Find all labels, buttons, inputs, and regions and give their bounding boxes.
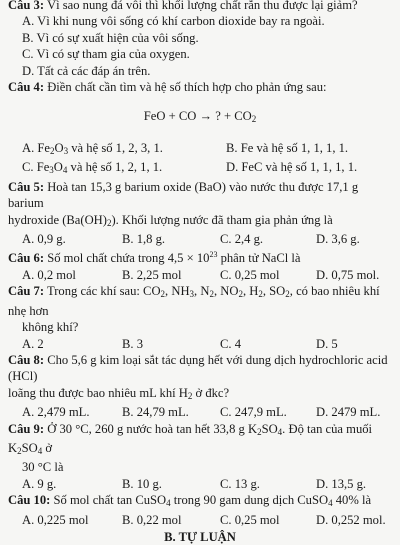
question-8-option-b: B. 24,79 mL.: [122, 405, 189, 420]
question-9-option-c: C. 13 g.: [220, 476, 260, 491]
question-5: [8, 179, 392, 212]
question-8-option-d: D. 2479 mL.: [316, 405, 381, 420]
question-8: [8, 352, 392, 385]
question-7-label: Câu 7:: [8, 284, 45, 299]
question-9: Câu 9: Ở 30 °C, 260 g nước hoà tan hết 33,8 g $K_2SO_4$. Độ tan của muối $K_2SO_4$ ở: [8, 421, 373, 456]
question-6-option-a: A. 0,2 mol: [22, 267, 76, 282]
question-4-option-a: A. $Fe_2O_3$ và hệ số 1, 2, 3, 1.: [22, 141, 163, 157]
question-10-option-b: B. 0,22 mol: [122, 512, 182, 527]
question-6: Câu 6: Số mol chất chứa trong $4,5 \times 10^{23}$ phân tử NaCl là: [8, 250, 301, 266]
equation-lhs: FeO + CO: [143, 109, 197, 124]
question-7-option-b: B. 3: [122, 336, 143, 351]
question-6-option-d: D. 0,75 mol.: [316, 267, 380, 282]
question-3-option-d: D. Tất cả các đáp án trên.: [22, 63, 151, 78]
question-6-label: Câu 6:: [8, 251, 45, 266]
question-9-label: Câu 9:: [8, 421, 45, 436]
question-5-text-line1: Hoà tan 15,3 g barium oxide (BaO) vào nước thu được 17,1 g barium: [8, 179, 359, 211]
equation-arrow: →: [199, 109, 213, 124]
equation-rhs: ? + CO: [215, 109, 252, 124]
question-5-options: [8, 231, 392, 247]
question-7-option-d: D. 5: [316, 336, 338, 351]
question-10-option-d: D. 0,252 mol.: [316, 512, 386, 527]
question-8-option-c: C. 247,9 mL.: [220, 405, 287, 420]
question-8-label: Câu 8:: [8, 352, 45, 367]
question-6-option-b: B. 2,25 mol: [122, 267, 182, 282]
question-3-option-c: C. Vì có sự tham gia của oxygen.: [22, 47, 190, 62]
question-5-text-line2: hydroxide $(Ba(OH)_2)$. Khối lượng nước đã tham gia phản ứng là: [8, 212, 333, 228]
question-4-options: [8, 140, 392, 179]
question-3-option-b: B. Vì có sự xuất hiện của vôi sống.: [22, 30, 199, 45]
question-7: Câu 7: Trong các khí sau: $CO_2$, $NH_3$, $N_2$, $NO_2$, $H_2$, $SO_2$, có bao nhiêu khí nhẹ hơn: [8, 284, 380, 318]
question-9-option-b: B. 10 g.: [122, 476, 162, 491]
question-7-text-line2: không khí?: [22, 320, 79, 335]
equation-rhs-subscript: 2: [251, 114, 257, 125]
question-5-option-b: B. 1,8 g.: [122, 232, 166, 247]
question-9-option-d: D. 13,5 g.: [316, 476, 367, 491]
question-7-option-c: C. 4: [220, 336, 241, 351]
section-b-heading: B. TỰ LUẬN: [164, 529, 236, 544]
question-6-options: [8, 267, 392, 283]
question-10-label: Câu 10:: [8, 493, 51, 508]
question-4-text: Điền chất cần tìm và hệ số thích hợp cho phản ứng sau:: [47, 80, 327, 95]
question-3-text: Vì sao nung đá vôi thì khối lượng chất rắn thu được lại giảm?: [46, 0, 358, 12]
question-4-option-c: C. $Fe_3O_4$ và hệ số 1, 2, 1, 1.: [22, 160, 163, 176]
question-4-equation: [8, 108, 392, 127]
question-5-label: Câu 5:: [8, 179, 45, 194]
question-4-label: Câu 4:: [8, 80, 45, 95]
question-6-option-c: C. 0,25 mol: [220, 267, 280, 282]
question-5-option-d: D. 3,6 g.: [316, 232, 360, 247]
question-4-option-b: B. Fe và hệ số 1, 1, 1, 1.: [226, 141, 349, 156]
question-9-options: [8, 476, 392, 492]
question-8-text-line1: Cho 5,6 g kim loại sắt tác dụng hết với dung dịch hydrochloric acid (HCl): [8, 352, 388, 384]
question-5-option-c: C. 2,4 g.: [220, 232, 264, 247]
question-3-option-a: A. Vì khi nung vôi sống có khí carbon dioxide bay ra ngoài.: [22, 14, 325, 29]
question-10: Câu 10: Số mol chất tan CuSO$_4$ trong 90 gam dung dịch CuSO$_4$ 40% là: [8, 493, 372, 509]
question-8-option-a: A. 2,479 mL.: [22, 405, 90, 420]
question-9-text-line2: 30 °C là: [22, 460, 64, 475]
question-4: [8, 79, 392, 95]
question-8-text-line2: loãng thu được bao nhiêu mL khí $H_2$ ở đkc?: [8, 385, 230, 401]
question-10-option-a: A. 0,225 mol: [22, 512, 89, 527]
question-7-option-a: A. 2: [22, 336, 44, 351]
question-10-option-c: C. 0,25 mol: [220, 512, 280, 527]
question-3-label: Câu 3:: [8, 0, 45, 12]
question-7-options: [8, 336, 392, 352]
question-3: [8, 0, 392, 13]
question-4-option-d: D. FeC và hệ số 1, 1, 1, 1.: [226, 160, 358, 175]
question-10-options: [8, 512, 392, 528]
question-5-option-a: A. 0,9 g.: [22, 232, 66, 247]
question-9-option-a: A. 9 g.: [22, 476, 57, 491]
question-8-options: [8, 404, 392, 420]
